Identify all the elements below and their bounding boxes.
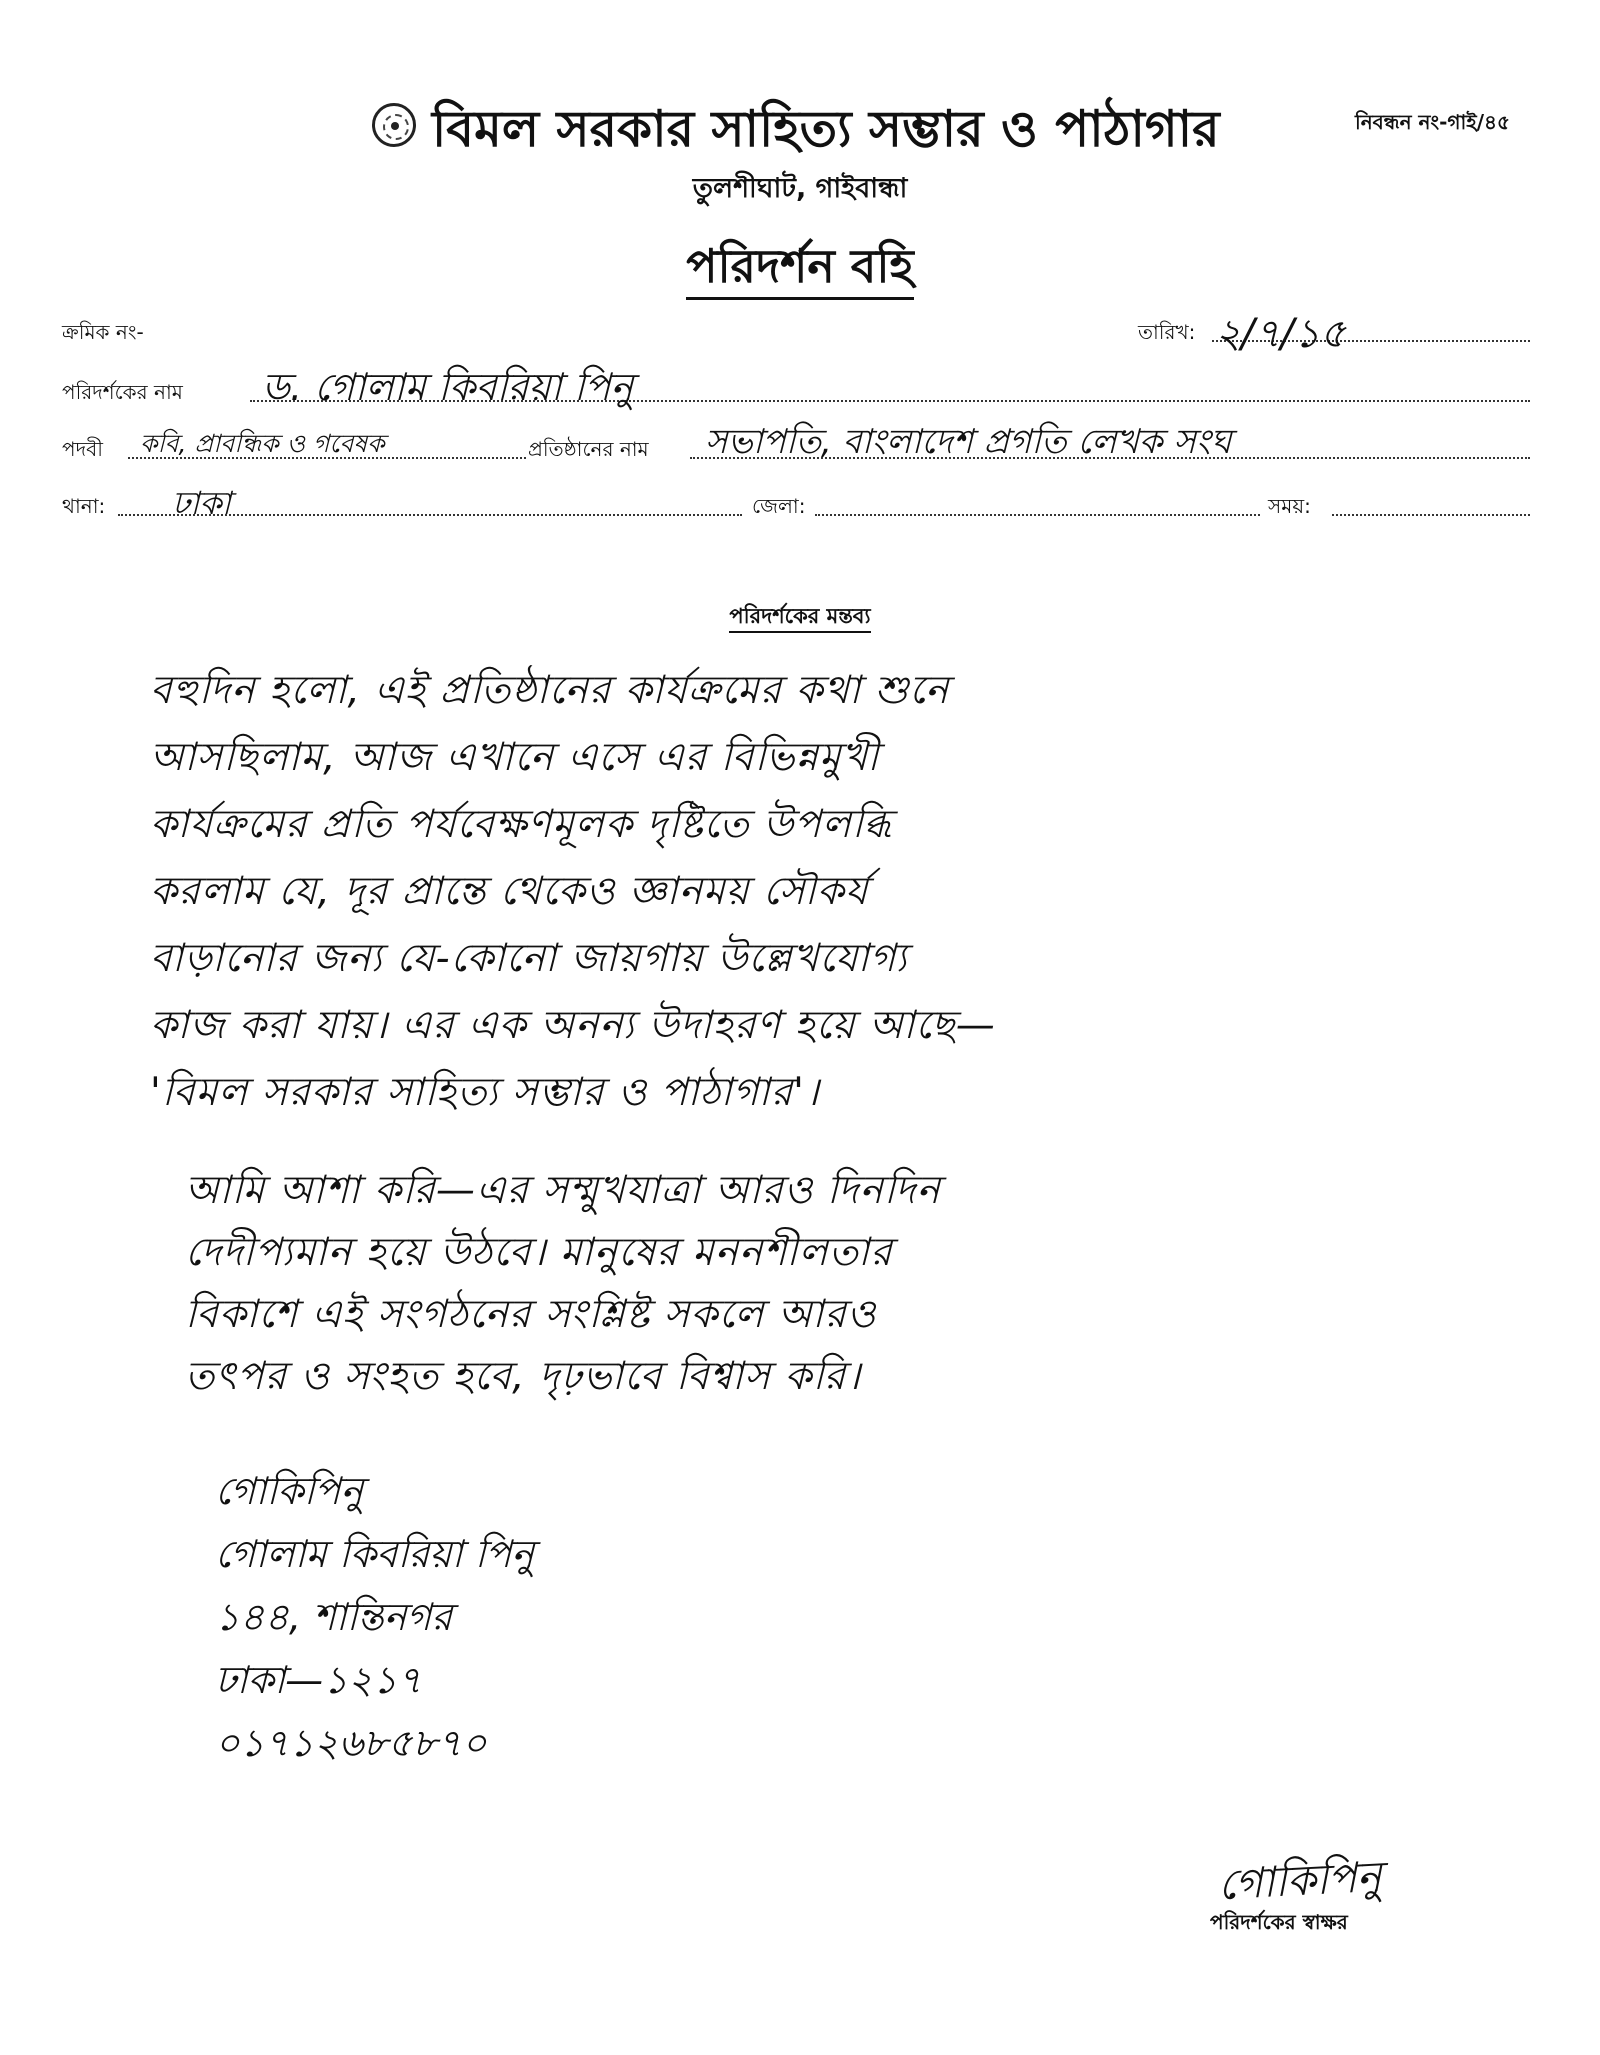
institution-value: সভাপতি, বাংলাদেশ প্রগতি লেখক সংঘ <box>705 422 1232 462</box>
thana-label: থানা: <box>62 494 106 518</box>
remarks-heading <box>0 600 1600 635</box>
registration-number: নিবন্ধন নং-গাই/৪৫ <box>1355 110 1510 134</box>
remark-line: বহুদিন হলো, এই প্রতিষ্ঠানের কার্যক্রমের কথা শুনে <box>150 668 950 713</box>
thana-value: ঢাকা <box>172 484 232 522</box>
signer-phone: ০১৭১২৬৮৫৮৭০ <box>215 1721 487 1765</box>
serial-label: ক্রমিক নং- <box>62 320 144 344</box>
inspector-signature: গোকিপিনু <box>1216 1851 1383 1910</box>
designation-value: কবি, প্রাবন্ধিক ও গবেষক <box>140 429 385 458</box>
remark-line: তৎপর ও সংহত হবে, দৃঢ়ভাবে বিশ্বাস করি। <box>185 1354 862 1399</box>
organization-address: তুলশীঘাট, গাইবান্ধা <box>692 173 908 204</box>
signature-caption: পরিদর্শকের স্বাক্ষর <box>1210 1910 1348 1934</box>
signer-address-line: ১৪৪, শান্তিনগর <box>215 1595 453 1639</box>
remark-line: বাড়ানোর জন্য যে-কোনো জায়গায় উল্লেখযোগ্য <box>150 936 908 981</box>
institution-label: প্রতিষ্ঠানের নাম <box>528 437 649 461</box>
library-emblem-icon <box>372 103 416 147</box>
inspector-name-label: পরিদর্শকের নাম <box>62 380 183 404</box>
signer-city-line: ঢাকা—১২১৭ <box>215 1658 422 1702</box>
book-title <box>0 232 1600 308</box>
remark-line: দেদীপ্যমান হয়ে উঠবে। মানুষের মননশীলতার <box>185 1230 893 1275</box>
organization-name: বিমল সরকার সাহিত্য সম্ভার ও পাঠাগার <box>432 99 1220 158</box>
book-title-text: পরিদর্শন বহি <box>686 239 913 300</box>
date-value: ২/৭/১৫ <box>1215 311 1346 357</box>
designation-label: পদবী <box>62 437 103 461</box>
time-dotted-line <box>1332 514 1530 516</box>
inspector-name-value: ড. গোলাম কিবরিয়া পিনু <box>262 365 634 409</box>
date-label: তারিখ: <box>1138 320 1196 344</box>
remarks-heading-text: পরিদর্শকের মন্তব্য <box>729 604 870 633</box>
remark-line: কার্যক্রমের প্রতি পর্যবেক্ষণমূলক দৃষ্টিতে উপলব্ধি <box>150 802 893 847</box>
time-label: সময়: <box>1268 494 1311 518</box>
remark-line: করলাম যে, দূর প্রান্তে থেকেও জ্ঞানময় সৌকর্য <box>150 869 869 914</box>
district-label: জেলা: <box>752 494 806 518</box>
remark-line: কাজ করা যায়। এর এক অনন্য উদাহরণ হয়ে আছে— <box>150 1003 996 1048</box>
signer-initials: গোকিপিনু <box>215 1469 364 1513</box>
remark-line: আসছিলাম, আজ এখানে এসে এর বিভিন্নমুখী <box>150 735 880 780</box>
district-dotted-line <box>815 514 1260 516</box>
signer-full-name: গোলাম কিবরিয়া পিনু <box>215 1532 535 1576</box>
remark-line: 'বিমল সরকার সাহিত্য সম্ভার ও পাঠাগার'। <box>150 1070 820 1115</box>
remark-line: বিকাশে এই সংগঠনের সংশ্লিষ্ট সকলে আরও <box>185 1292 877 1337</box>
remark-line: আমি আশা করি—এর সম্মুখযাত্রা আরও দিনদিন <box>185 1168 941 1213</box>
